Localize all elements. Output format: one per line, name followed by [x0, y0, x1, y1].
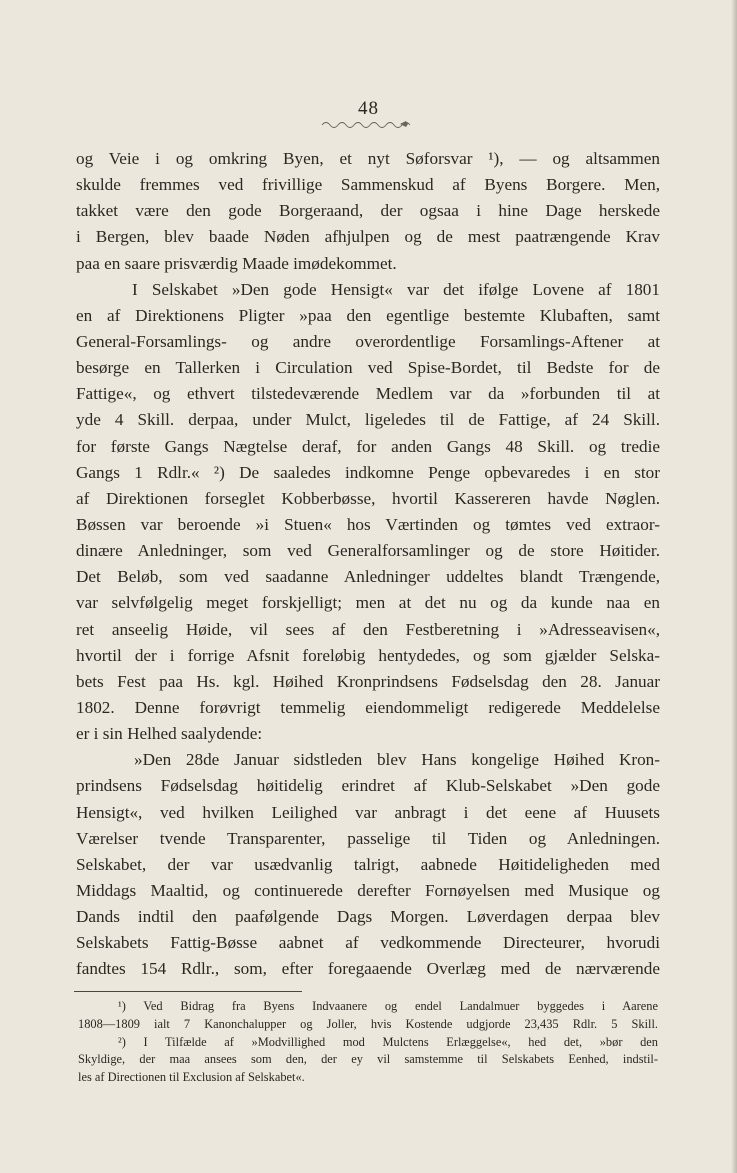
footnote-line: 1808—1809 ialt 7 Kanonchalupper og Joller, hvis Kostende udgjorde 23,435 Rdlr. 5 Skill.: [78, 1016, 658, 1031]
text-line: Dands indtil den paafølgende Dags Morgen. Løverdagen derpaa blev: [76, 907, 660, 927]
text-line: 1802. Denne forøvrigt temmelig eiendommeligt redigerede Meddelelse: [76, 697, 660, 717]
text-line: Selskabets Fattig-Bøsse aabnet af vedkommende Directeurer, hvorudi: [76, 933, 660, 953]
page-number: 48: [358, 98, 379, 119]
text-line: skulde fremmes ved frivillige Sammenskud af Byens Borgere. Men,: [76, 175, 660, 195]
page-edge-shadow: [731, 0, 737, 1173]
text-line: Gangs 1 Rdlr.« ²) De saaledes indkomne Penge opbevaredes i en stor: [76, 462, 660, 482]
text-line: Fattige«, og ethvert tilstedeværende Medlem var da »forbunden til at: [76, 384, 660, 404]
text-line: er i sin Helhed saalydende:: [76, 724, 263, 744]
text-line: Værelser tvende Transparenter, passelige til Tiden og Anledningen.: [76, 828, 660, 848]
text-line: »Den 28de Januar sidstleden blev Hans kongelige Høihed Kron-: [134, 750, 660, 770]
text-line: fandtes 154 Rdlr., som, efter foregaaende Overlæg med de nærværende: [76, 959, 660, 979]
text-line: ret anseelig Høide, vil sees af den Festberetning i »Adresseavisen«,: [76, 619, 660, 639]
footnotes: [78, 998, 658, 1087]
text-line: yde 4 Skill. derpaa, under Mulct, ligeledes til de Fattige, af 24 Skill.: [76, 410, 660, 430]
text-line: besørge en Tallerken i Circulation ved Spise-Bordet, til Bedste for de: [76, 358, 660, 378]
footnote-line: Skyldige, der maa ansees som den, der ey vil samstemme til Selskabets Eenhed, indstil-: [78, 1052, 658, 1067]
text-line: Middags Maaltid, og continuerede derefter Fornøyelsen med Musique og: [76, 880, 660, 900]
text-line: Bøssen var beroende »i Stuen« hos Værtinden og tømtes ved extraor-: [76, 514, 660, 534]
text-line: og Veie i og omkring Byen, et nyt Søforsvar ¹), — og altsammen: [76, 149, 660, 168]
text-line: takket være den gode Borgeraand, der ogsaa i hine Dage herskede: [76, 201, 660, 221]
footnote-line: ¹) Ved Bidrag fra Byens Indvaanere og endel Landalmuer byggedes i Aarene: [118, 999, 658, 1013]
footnote-line: les af Directionen til Exclusion af Selskabet«.: [78, 1070, 305, 1085]
text-line: dinære Anledninger, som ved Generalforsamlinger og de store Høitider.: [76, 541, 660, 561]
text-line: hvortil der i forrige Afsnit foreløbig hentydedes, og som gjælder Selska-: [76, 645, 660, 665]
text-line: for første Gangs Nægtelse deraf, for anden Gangs 48 Skill. og tredie: [76, 436, 660, 456]
text-line: Selskabet, der var usædvanlig talrigt, aabnede Høitideligheden med: [76, 854, 660, 874]
text-line: prindsens Fødselsdag høitidelig erindret af Klub-Selskabet »Den gode: [76, 776, 660, 796]
ornament-flourish: [320, 118, 415, 130]
text-line: i Bergen, blev baade Nøden afhjulpen og de mest paatrængende Krav: [76, 227, 660, 247]
body-text: [76, 146, 660, 983]
text-line: General-Forsamlings- og andre overordentlige Forsamlings-Aftener at: [76, 331, 660, 351]
text-line: en af Direktionens Pligter »paa den egentlige bestemte Klubaften, samt: [76, 305, 660, 325]
text-line: Hensigt«, ved hvilken Leilighed var anbragt i det eene af Huusets: [76, 802, 660, 822]
text-line: bets Fest paa Hs. kgl. Høihed Kronprindsens Fødselsdag den 28. Januar: [76, 671, 660, 691]
text-line: Det Beløb, som ved saadanne Anledninger uddeltes blandt Trængende,: [76, 567, 660, 587]
footnote-rule: [74, 991, 302, 992]
text-line: I Selskabet »Den gode Hensigt« var det ifølge Lovene af 1801: [132, 279, 660, 299]
text-line: paa en saare prisværdig Maade imødekommet.: [76, 253, 397, 273]
text-line: var selvfølgelig meget forskjelligt; men at det nu og da kunde naa en: [76, 593, 660, 613]
footnote-line: ²) I Tilfælde af »Modvillighed mod Mulctens Erlæggelse«, hed det, »bør den: [118, 1034, 658, 1049]
text-line: af Direktionen forseglet Kobberbøsse, hvortil Kassereren havde Nøglen.: [76, 488, 660, 508]
